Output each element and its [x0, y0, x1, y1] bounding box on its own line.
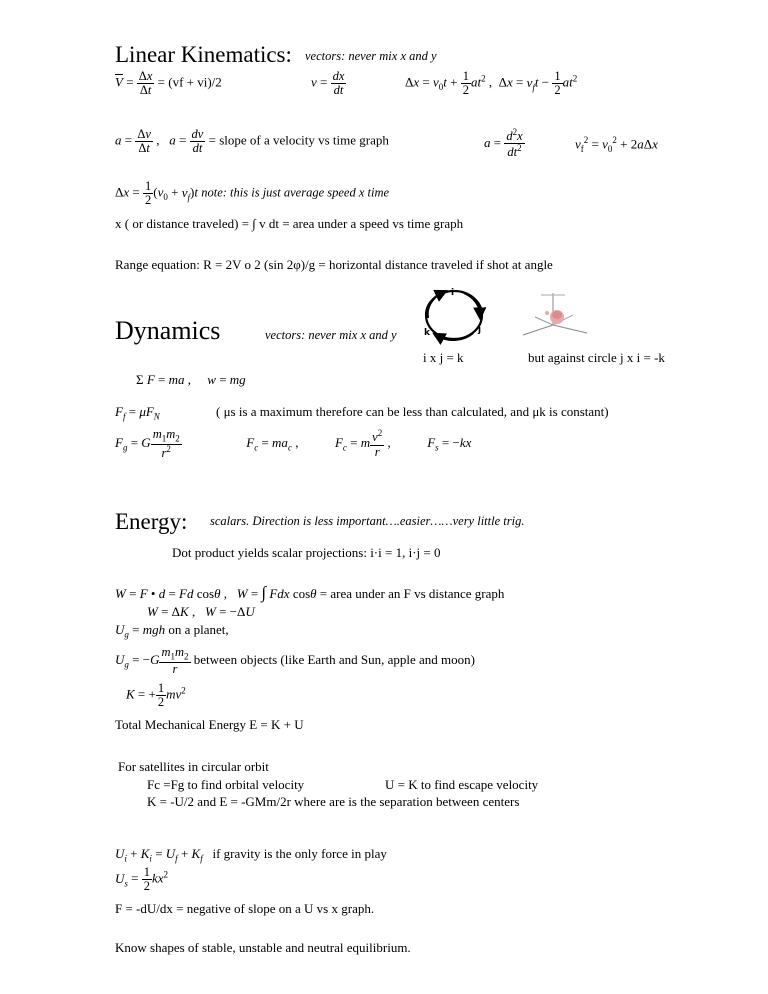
- energy-scalars-note: scalars. Direction is less important….easier……very little trig.: [210, 514, 525, 528]
- force-slope-line: F = -dU/dx = negative of slope on a U vs x graph.: [115, 901, 375, 916]
- force-equations: $F_g = G$ $\frac{m_1m_2}{r^2}$ $F_c = ma_c$ , $F_c = m$ $\frac{v^2}{r}$ , $F_s = -kx$: [115, 427, 472, 461]
- ug-planet-text: on a planet,: [168, 622, 229, 637]
- avg-displacement-equation: Δx = $\frac{1}{2}$ $(v_0 + v_f)t$ note: this is just average speed x time: [115, 179, 390, 208]
- energy-title: Energy:: [115, 509, 188, 534]
- dot-product-line: Dot product yields scalar projections: i·i = 1, i·j = 0: [172, 545, 441, 560]
- circle-label-k: k: [424, 328, 430, 338]
- ug-general-equation: $U_g = -G$ $\frac{m_1m_2}{r}$ between objects (like Earth and Sun, apple and moon): [115, 645, 475, 676]
- ug-between-text: between objects (like Earth and Sun, apple and moon): [193, 652, 475, 668]
- avg-velocity-tail: = (vf + vi)/2: [157, 74, 222, 90]
- circle-label-i: i: [451, 288, 455, 298]
- work-equation: W = F • d = Fd cosθ , W = ∫ Fdx cosθ = area under an F vs distance graph: [115, 583, 505, 602]
- second-derivative-equation: a = $\frac{d^2x}{dt^2}$: [484, 127, 523, 160]
- dynamics-title: Dynamics: [115, 316, 221, 345]
- energy-conservation-equation: $U_i + K_i = U_f + K_f$ if gravity is the only force in play: [115, 846, 387, 864]
- avg-speed-note: note: this is just average speed x time: [201, 185, 390, 200]
- axes-3d-illustration: [513, 287, 593, 345]
- cross-product-text: i x j = k: [423, 350, 464, 365]
- dynamics-vectors-note: vectors: never mix x and y: [265, 328, 397, 342]
- work-energy-relations: W = ΔK , W = −ΔU: [147, 604, 255, 619]
- slope-text: = slope of a velocity vs time graph: [208, 132, 389, 148]
- linear-vectors-note: vectors: never mix x and y: [305, 49, 437, 63]
- circle-label-j: j: [478, 325, 482, 335]
- acceleration-equations: a = $\frac{\Delta v}{\Delta t}$ , a = $\frac{dv}{dt}$ = slope of a velocity vs time graph: [115, 127, 389, 156]
- ijk-circle-diagram: [418, 284, 490, 346]
- conservation-note: if gravity is the only force in play: [212, 846, 387, 861]
- avg-velocity-equation: $\overline{V}$ = $\frac{\Delta x}{\Delta t}$ = (vf + vi)/2: [115, 69, 222, 98]
- range-equation-line: Range equation: R = 2V o 2 (sin 2φ)/g = horizontal distance traveled if shot at angle: [115, 257, 553, 272]
- kinetic-energy-equation: K = + $\frac{1}{2}$ $mv^2$: [126, 681, 186, 710]
- velocity-derivative-equation: v = $\frac{dx}{dt}$: [311, 69, 345, 98]
- satellites-line1b: U = K to find escape velocity: [385, 777, 539, 792]
- friction-equation: $F_f = \mu F_N$: [115, 404, 160, 422]
- velocity-squared-equation: $v_f^2 = v_0^2 + 2a\Delta x$: [575, 135, 658, 154]
- total-mechanical-energy: Total Mechanical Energy E = K + U: [115, 717, 304, 732]
- circle-reverse-note: but against circle j x i = -k: [528, 350, 665, 365]
- satellites-line1a: Fc =Fg to find orbital velocity: [147, 777, 305, 792]
- work-area-text: = area under an F vs distance graph: [319, 586, 505, 601]
- ug-planet-equation: $U_g$ = mgh on a planet,: [115, 622, 229, 640]
- friction-note: ( μs is a maximum therefore can be less than calculated, and μk is constant): [216, 404, 609, 419]
- distance-integral-line: x ( or distance traveled) = ∫ v dt = area under a speed vs time graph: [115, 216, 464, 231]
- equilibrium-line: Know shapes of stable, unstable and neutral equilibrium.: [115, 940, 411, 955]
- displacement-equations: $\Delta x = v_0t$ + $\frac{1}{2}$ $at^2$ , $\Delta x = v_ft$ − $\frac{1}{2}$ $at^2$: [405, 69, 578, 98]
- satellites-line2: K = -U/2 and E = -GMm/2r where are is the separation between centers: [147, 794, 520, 809]
- spring-energy-equation: $U_s$ = $\frac{1}{2}$ $kx^2$: [115, 865, 169, 894]
- linear-kinematics-title: Linear Kinematics:: [115, 42, 292, 67]
- newton-second-law: Σ F = ma , w = mg: [136, 372, 246, 387]
- satellites-title: For satellites in circular orbit: [118, 759, 269, 774]
